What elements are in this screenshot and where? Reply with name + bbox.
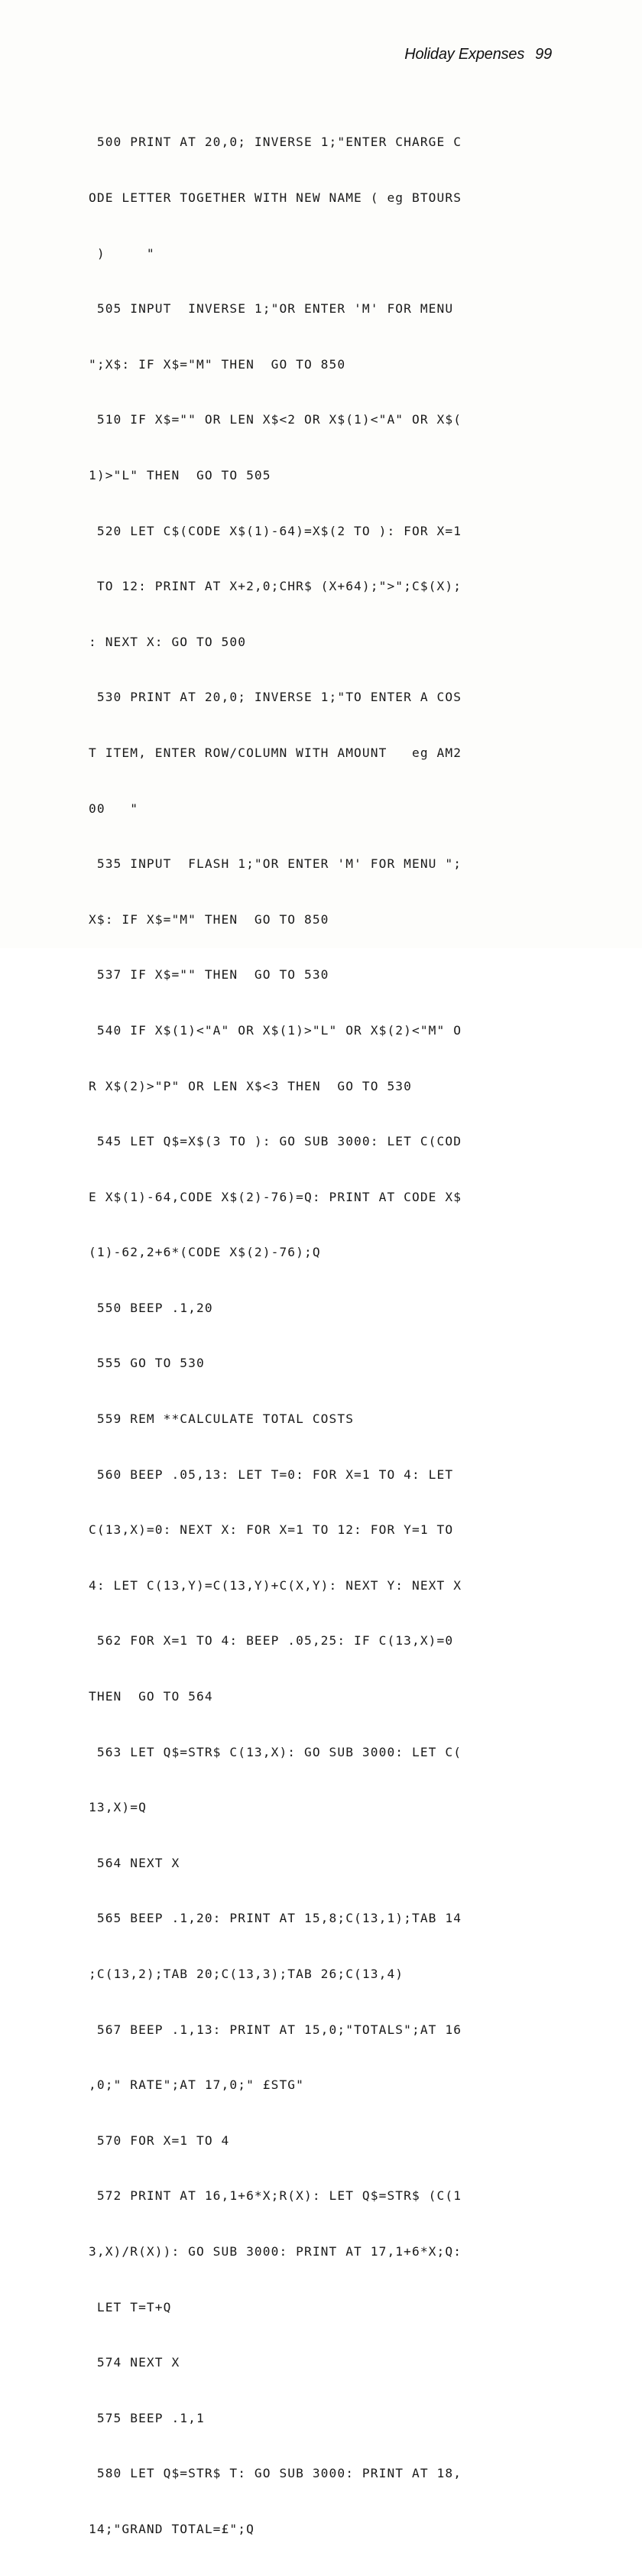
code-line: 510 IF X$="" OR LEN X$<2 OR X$(1)<"A" OR X$( xyxy=(89,412,462,427)
code-line: 500 PRINT AT 20,0; INVERSE 1;"ENTER CHARGE C xyxy=(89,135,462,150)
code-line: 537 IF X$="" THEN GO TO 530 xyxy=(89,967,329,983)
code-line: 559 REM **CALCULATE TOTAL COSTS xyxy=(89,1411,355,1427)
code-line: 570 FOR X=1 TO 4 xyxy=(89,2133,230,2148)
code-line: 580 LET Q$=STR$ T: GO SUB 3000: PRINT AT 18, xyxy=(89,2466,462,2481)
code-line: 574 NEXT X xyxy=(89,2355,180,2370)
code-line: ,0;" RATE";AT 17,0;" £STG" xyxy=(89,2077,304,2093)
code-line: ";X$: IF X$="M" THEN GO TO 850 xyxy=(89,356,346,372)
code-line: 1)>"L" THEN GO TO 505 xyxy=(89,467,271,482)
code-line: 564 NEXT X xyxy=(89,1855,180,1870)
code-line: 14;"GRAND TOTAL=£";Q xyxy=(89,2521,255,2536)
code-line: LET T=T+Q xyxy=(89,2299,172,2315)
page-number: 99 xyxy=(535,46,552,63)
code-line: 505 INPUT INVERSE 1;"OR ENTER 'M' FOR MENU xyxy=(89,301,454,317)
code-line: (1)-62,2+6*(CODE X$(2)-76);Q xyxy=(89,1245,321,1260)
code-line: TO 12: PRINT AT X+2,0;CHR$ (X+64);">";C$(X); xyxy=(89,579,462,594)
code-line: THEN GO TO 564 xyxy=(89,1689,213,1704)
code-line: 00 " xyxy=(89,801,139,816)
code-line: 550 BEEP .1,20 xyxy=(89,1300,213,1315)
code-line: E X$(1)-64,CODE X$(2)-76)=Q: PRINT AT CODE X$ xyxy=(89,1189,462,1204)
code-line: 3,X)/R(X)): GO SUB 3000: PRINT AT 17,1+6*X;Q: xyxy=(89,2243,462,2259)
code-line: ODE LETTER TOGETHER WITH NEW NAME ( eg BTOURS xyxy=(89,190,462,205)
code-line: X$: IF X$="M" THEN GO TO 850 xyxy=(89,911,329,927)
code-line: 562 FOR X=1 TO 4: BEEP .05,25: IF C(13,X)=0 xyxy=(89,1633,454,1649)
code-line: 530 PRINT AT 20,0; INVERSE 1;"TO ENTER A COS xyxy=(89,690,462,705)
code-line: 572 PRINT AT 16,1+6*X;R(X): LET Q$=STR$ (C(1 xyxy=(89,2188,462,2204)
code-line: T ITEM, ENTER ROW/COLUMN WITH AMOUNT eg AM2 xyxy=(89,745,462,760)
code-line: R X$(2)>"P" OR LEN X$<3 THEN GO TO 530 xyxy=(89,1078,412,1093)
running-header xyxy=(306,46,552,63)
code-line: ;C(13,2);TAB 20;C(13,3);TAB 26;C(13,4) xyxy=(89,1967,404,1981)
code-line: 555 GO TO 530 xyxy=(89,1356,205,1371)
code-line: C(13,X)=0: NEXT X: FOR X=1 TO 12: FOR Y=1 TO xyxy=(89,1522,454,1538)
code-line: 560 BEEP .05,13: LET T=0: FOR X=1 TO 4: LET xyxy=(89,1467,454,1482)
basic-program-listing xyxy=(89,96,563,2576)
chapter-title: Holiday Expenses xyxy=(404,46,525,63)
code-line: 540 IF X$(1)<"A" OR X$(1)>"L" OR X$(2)<"M" O xyxy=(89,1022,462,1038)
code-line: 520 LET C$(CODE X$(1)-64)=X$(2 TO ): FOR X=1 xyxy=(89,523,462,538)
code-line: 575 BEEP .1,1 xyxy=(89,2410,205,2425)
code-line: 563 LET Q$=STR$ C(13,X): GO SUB 3000: LET C( xyxy=(89,1744,462,1759)
code-line: ) " xyxy=(89,245,155,261)
code-line: 567 BEEP .1,13: PRINT AT 15,0;"TOTALS";AT 16 xyxy=(89,2022,462,2037)
code-line: 565 BEEP .1,20: PRINT AT 15,8;C(13,1);TAB 14 xyxy=(89,1911,462,1926)
code-line: : NEXT X: GO TO 500 xyxy=(89,634,247,649)
code-line: 535 INPUT FLASH 1;"OR ENTER 'M' FOR MENU "; xyxy=(89,856,462,872)
code-line: 545 LET Q$=X$(3 TO ): GO SUB 3000: LET C(COD xyxy=(89,1134,462,1149)
code-line: 13,X)=Q xyxy=(89,1800,147,1815)
code-line: 4: LET C(13,Y)=C(13,Y)+C(X,Y): NEXT Y: NEXT X xyxy=(89,1577,462,1593)
